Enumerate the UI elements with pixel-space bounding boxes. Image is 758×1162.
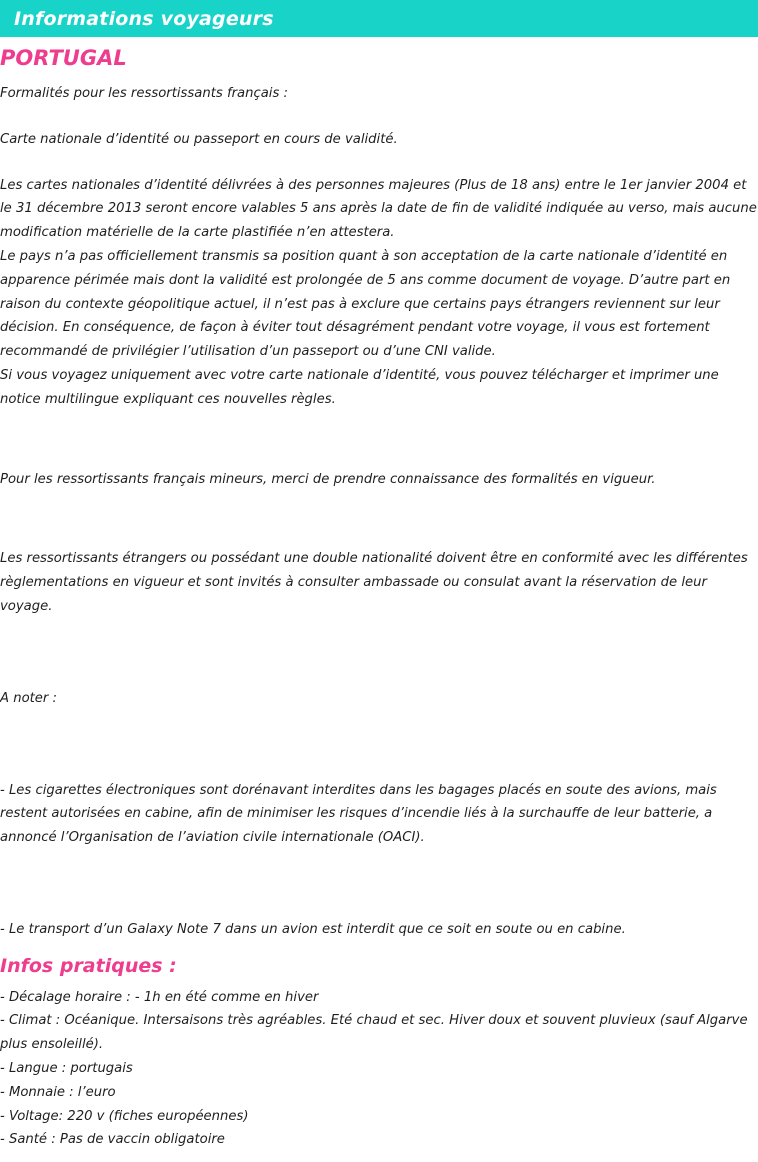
practical-info-item: - Climat : Océanique. Intersaisons très agréables. Eté chaud et sec. Hiver doux et souvent pluvieux (sauf Algarve plus ensoleillé). — [0, 1013, 748, 1053]
paragraph-e-cigarettes: - Les cigarettes électroniques sont dorénavant interdites dans les bagages placés en soute des avions, mais restent autorisées en cabine, afin de minimiser les risques d’incendie liés à la surchauffe de leur batterie, a annoncé l’Organisation de l’aviation civile internationale (OACI). — [0, 782, 717, 846]
paragraph-foreigners: Les ressortissants étrangers ou possédant une double nationalité doivent être en conformité avec les différentes règlementations en vigueur et sont invités à consulter ambassade ou consulat avant la réservation de leur voyage. — [0, 551, 748, 615]
spacer — [0, 850, 758, 896]
paragraph-cni-validity: Les cartes nationales d’identité délivrées à des personnes majeures (Plus de 18 ans) entre le 1er janvier 2004 et le 31 décembre 2013 seront encore valables 5 ans après la date de fin de validité indiquée au verso, mais aucune modification matérielle de la carte plastifiée n’en attestera. — [0, 177, 757, 241]
paragraph-galaxy-note: - Le transport d’un Galaxy Note 7 dans un avion est interdit que ce soit en soute ou en cabine. — [0, 922, 626, 938]
spacer — [0, 412, 758, 446]
spacer — [0, 711, 758, 757]
spacer — [0, 152, 758, 174]
spacer — [0, 757, 758, 779]
spacer — [0, 106, 758, 128]
country-title: PORTUGAL — [0, 46, 127, 70]
practical-info-item: - Langue : portugais — [0, 1061, 133, 1077]
paragraph-country-position: Le pays n’a pas officiellement transmis sa position quant à son acceptation de la carte nationale d’identité en apparence périmée mais dont la validité est prolongée de 5 ans comme document de voyage. D’autre part en raison du contexte géopolitique actuel, il n’est pas à exclure que certains pays étrangers reviennent sur leur décision. En conséquence, de façon à éviter tout désagrément pendant votre voyage, il vous est fortement recommandé de privilégier l’utilisation d’un passeport ou d’une CNI valide. — [0, 249, 731, 360]
practical-info-item: - Monnaie : l’euro — [0, 1084, 116, 1100]
header-bar — [0, 0, 758, 37]
spacer — [0, 896, 758, 918]
spacer — [0, 446, 758, 468]
spacer — [0, 653, 758, 687]
section-title-practical-info: Infos pratiques : — [0, 954, 177, 977]
practical-info-item: - Santé : Pas de vaccin obligatoire — [0, 1132, 225, 1148]
spacer — [0, 619, 758, 653]
paragraph-note-label: A noter : — [0, 690, 57, 706]
spacer — [0, 491, 758, 525]
practical-info-item: - Décalage horaire : - 1h en été comme en hiver — [0, 989, 319, 1005]
document-content — [0, 47, 758, 1162]
page-title: Informations voyageurs — [14, 7, 274, 30]
paragraph-formalities-intro: Formalités pour les ressortissants français : — [0, 86, 288, 102]
spacer — [0, 525, 758, 547]
paragraph-id-documents: Carte nationale d’identité ou passeport en cours de validité. — [0, 131, 398, 147]
paragraph-minors: Pour les ressortissants français mineurs, merci de prendre connaissance des formalités en vigueur. — [0, 471, 656, 487]
paragraph-multilingual-notice: Si vous voyagez uniquement avec votre carte nationale d’identité, vous pouvez télécharger et imprimer une notice multilingue expliquant ces nouvelles règles. — [0, 368, 719, 407]
practical-info-item: - Voltage: 220 v (fiches européennes) — [0, 1108, 249, 1124]
